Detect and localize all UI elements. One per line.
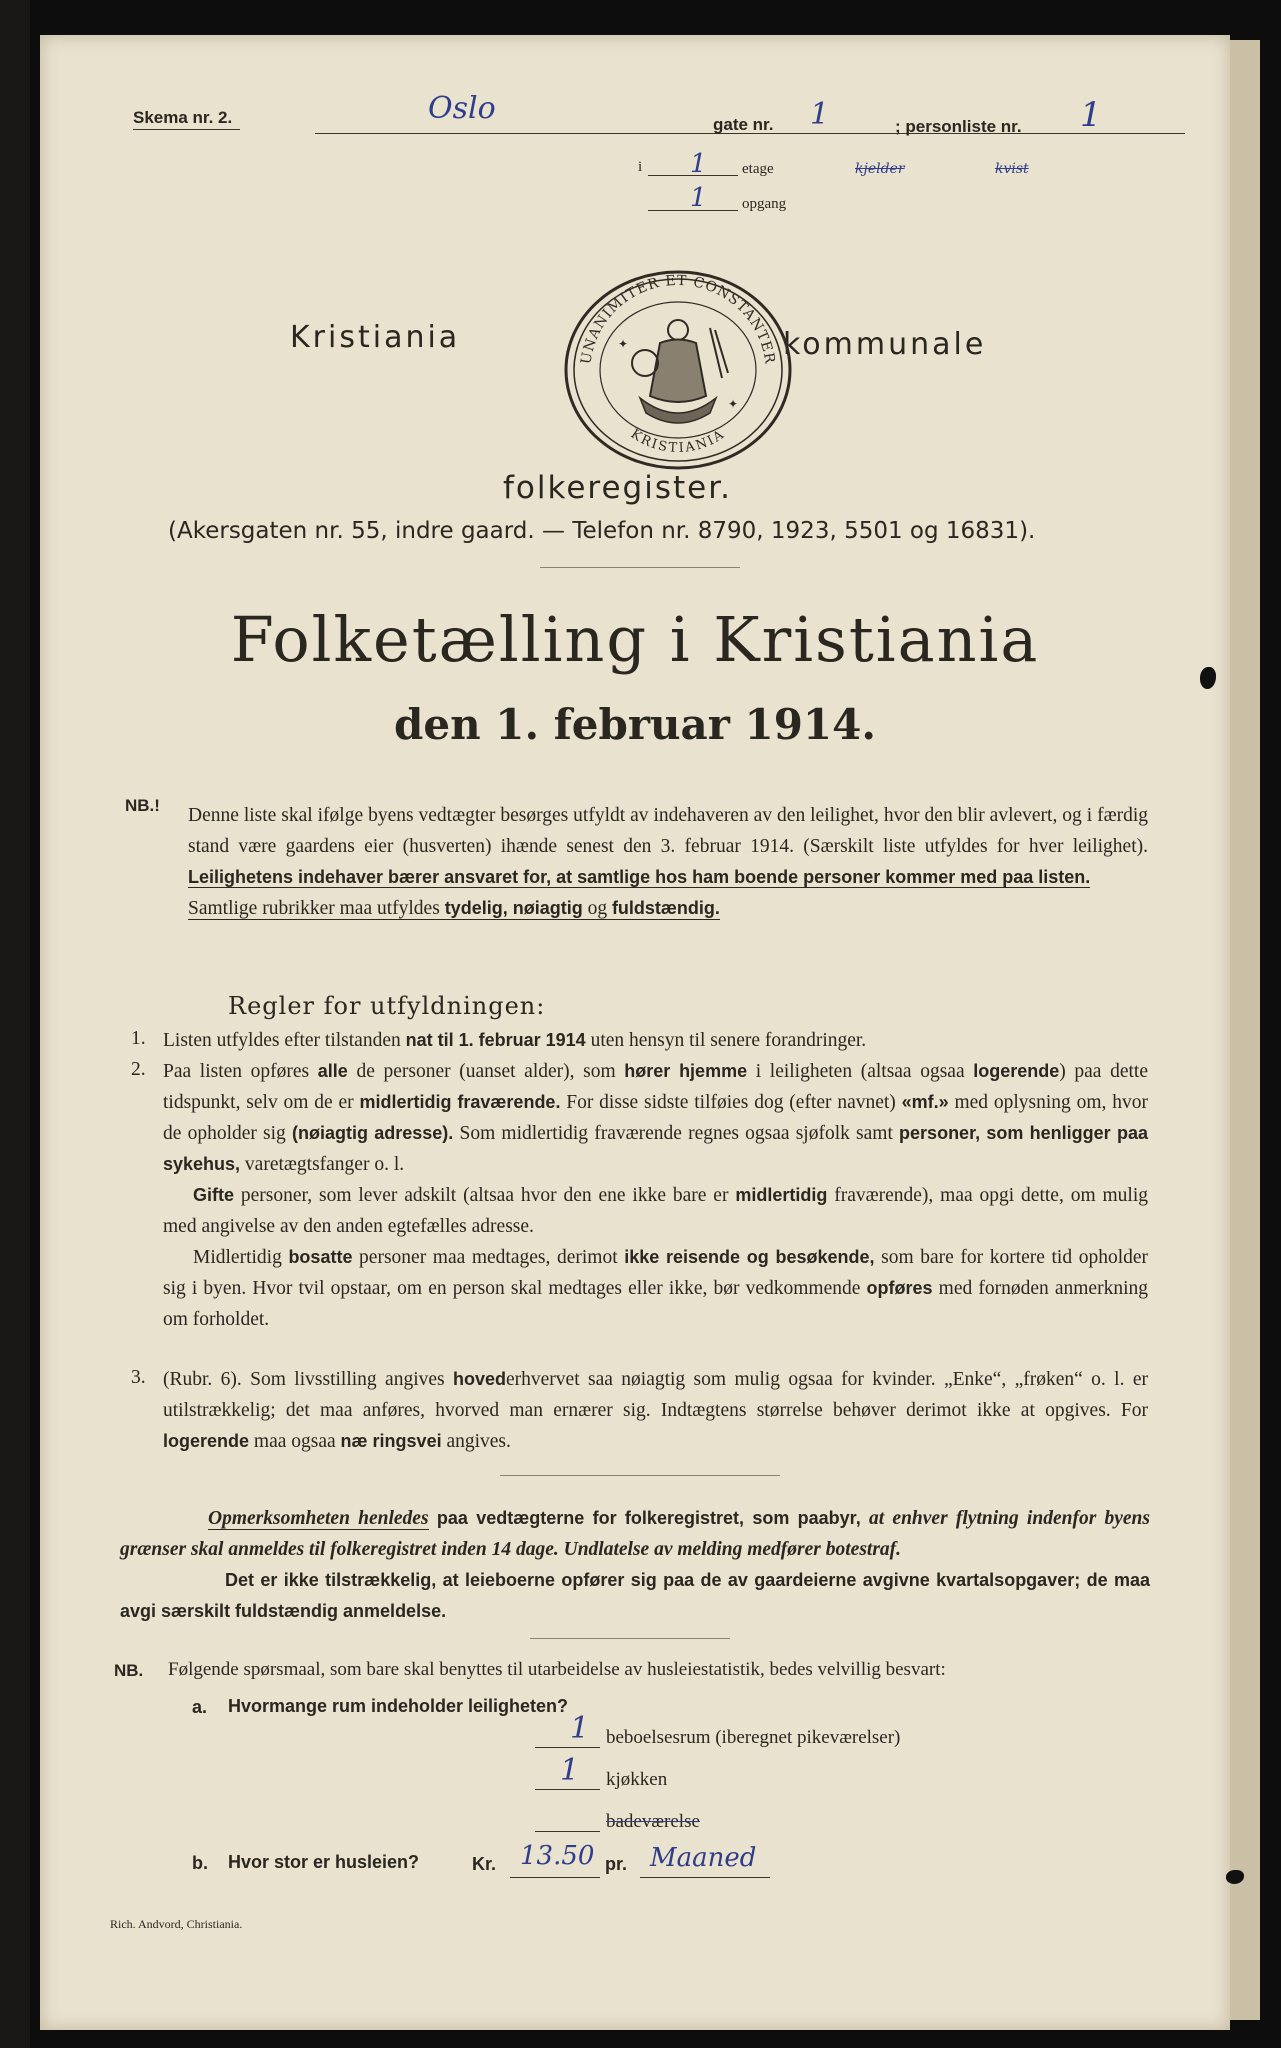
rent-period-handwritten: Maaned	[650, 1843, 757, 1873]
nb2-label: NB.	[114, 1661, 144, 1680]
census-form-page	[40, 35, 1230, 2030]
r2-t12: Som midlertidig fraværende regnes ogsaa sjøfolk samt	[453, 1123, 900, 1144]
notice-text: paa vedtægterne for folkeregistret, som paabyr,	[428, 1508, 870, 1528]
seal-city: KRISTIANIA	[627, 426, 729, 457]
r2-b7: midlertidig fraværende.	[359, 1092, 561, 1112]
kristiania-city-seal	[560, 268, 796, 471]
nb1-fuldstaendig: fuldstændig.	[611, 898, 720, 918]
question-a: Hvormange rum indeholder leiligheten?	[228, 1696, 569, 1716]
rule-1-number: 1.	[131, 1028, 146, 1049]
r3-t0: (Rubr. 6). Som livsstilling angives	[163, 1369, 453, 1390]
rooms-count-handwritten: 1	[570, 1711, 590, 1746]
rule-1-bold: nat til 1. februar 1914	[405, 1030, 586, 1050]
r2-t8: For disse sidste tilføies dog (efter navnet)	[560, 1092, 902, 1113]
opgang-label: opgang	[742, 196, 787, 212]
kitchen-label: kjøkken	[606, 1769, 668, 1790]
r2-b5: logerende	[973, 1061, 1060, 1081]
question-a-label: a.	[192, 1697, 208, 1717]
r2b-t1: personer, som lever adskilt (altsaa hvor den ene ikke bare er	[234, 1185, 736, 1206]
r2c-t2: personer maa medtages, derimot	[352, 1247, 625, 1268]
street-name-handwritten: Oslo	[428, 91, 496, 126]
divider-2	[500, 1475, 780, 1476]
nb1-samtlige	[188, 898, 720, 920]
schema-number: Skema nr. 2.	[133, 108, 233, 127]
svg-text:✦: ✦	[618, 337, 629, 351]
kr-label: Kr.	[472, 1854, 497, 1874]
r2c-t0: Midlertidig	[193, 1247, 289, 1268]
etage-handwritten: 1	[690, 149, 707, 179]
rooms-line	[535, 1747, 600, 1748]
printer-credit: Rich. Andvord, Christiania.	[110, 1917, 243, 1931]
notice-paragraph	[120, 1503, 1150, 1627]
rule-1-text-b: uten hensyn til senere forandringer.	[585, 1030, 867, 1051]
personliste-number-handwritten: 1	[1080, 95, 1102, 135]
rule-2	[163, 1056, 1148, 1335]
nb1-tydelig: tydelig, nøiagtig	[444, 898, 583, 918]
r3-t2: erhvervet saa nøiagtig som mulig ogsaa for kvinder. „Enke“, „frøken“ o. l. er utilstrækkelig; det maa anføres, hvorved man ernærer sig. Indtægtens størrelse behøver derimot ikke at opgives. For	[163, 1369, 1148, 1421]
bath-label-struck: badeværelse	[606, 1811, 700, 1832]
kristiania-label: Kristiania	[290, 320, 461, 355]
r2b-t3: fraværende), maa opgi dette, om mulig med angivelse av den anden egtefælles adresse.	[163, 1185, 1148, 1237]
i-label: i	[638, 159, 643, 175]
r2-t2: de personer (uanset alder), som	[347, 1061, 625, 1082]
r2b-b0: Gifte	[193, 1185, 235, 1205]
rules-heading: Regler for utfyldningen:	[228, 992, 546, 1020]
r2-t4: i leiligheten (altsaa ogsaa	[747, 1061, 974, 1082]
r2-t0: Paa listen opføres	[163, 1061, 318, 1082]
r2-b3: hører hjemme	[624, 1061, 748, 1081]
r2-b1: alle	[317, 1061, 348, 1081]
personliste-label: ; personliste nr.	[895, 117, 1022, 136]
nb1-bold-responsibility: Leilighetens indehaver bærer ansvaret for, at samtlige hos ham boende personer kommer med paa listen.	[188, 867, 1091, 887]
period-line	[640, 1877, 770, 1878]
office-address: (Akersgaten nr. 55, indre gaard. — Telefon nr. 8790, 1923, 5501 og 16831).	[168, 518, 1036, 544]
r2b-b2: midlertidig	[735, 1185, 828, 1205]
rule-2-number: 2.	[131, 1059, 146, 1080]
r2c-b5: opføres	[866, 1278, 933, 1298]
etage-label: etage	[742, 161, 774, 177]
nb1-text: Denne liste skal ifølge byens vedtægter besørges utfyldt av indehaveren av den leilighet, hvor den blir avlevert, og i færdig stand være gaardens eier (husverten) ihænde senest den 3. februar 1914. (Særskilt liste utfyldes for hver leilighet).	[188, 805, 1148, 857]
main-title: Folketælling i Kristiania	[230, 603, 1040, 676]
rule-1-text-a: Listen utfyldes efter tilstanden	[163, 1030, 406, 1051]
rule-3	[163, 1364, 1148, 1457]
notice-lead: Opmerksomheten henledes	[208, 1508, 429, 1529]
notice-bold: Det er ikke tilstrækkelig, at leieboerne opfører sig paa de av gaardeierne avgivne kvartalsopgaver; de maa avgi særskilt fuldstændig anmeldelse.	[120, 1570, 1150, 1621]
r2-t10: med oplysning om, hvor de opholder sig	[163, 1092, 1148, 1144]
rooms-label: beboelsesrum (iberegnet pikeværelser)	[606, 1727, 901, 1748]
r2c-t4: som bare for kortere tid opholder sig i byen. Hvor tvil opstaar, om en person skal medtages eller ikke, bør vedkommende	[163, 1247, 1149, 1299]
gate-number-handwritten: 1	[810, 97, 830, 132]
r2-b9: «mf.»	[901, 1092, 949, 1112]
nb1-text2: Samtlige rubrikker maa utfyldes	[188, 898, 440, 919]
r2-t6: ) paa dette tidspunkt, selv om de er	[163, 1061, 1148, 1113]
schema-underline	[133, 129, 240, 130]
r2c-b1: bosatte	[288, 1247, 353, 1267]
rent-amount-handwritten: 13.50	[520, 1841, 595, 1871]
r2-b11: (nøiagtig adresse).	[291, 1123, 454, 1143]
r2c-t6: med fornøden anmerkning om forholdet.	[163, 1278, 1149, 1330]
r2-b13: personer, som henligger paa sykehus,	[163, 1123, 1148, 1174]
kitchen-line	[535, 1789, 600, 1790]
opgang-handwritten: 1	[690, 183, 707, 213]
nb1-label: NB.!	[125, 796, 160, 815]
r3-b1: hoved	[452, 1369, 506, 1389]
r3-b3: logerende	[163, 1431, 250, 1451]
gate-label: gate nr.	[713, 115, 774, 134]
notice-italic: at enhver flytning indenfor byens grænser skal anmeldes til folkeregistret inden 14 dage. Undlatelse av melding medfører botestraf.	[120, 1508, 1150, 1560]
question-b: Hvor stor er husleien?	[228, 1852, 420, 1872]
r2c-b3: ikke reisende og besøkende,	[624, 1247, 875, 1267]
rent-line	[510, 1877, 600, 1878]
struck-kvist: kvist	[995, 161, 1029, 177]
question-b-label: b.	[192, 1853, 208, 1873]
folkeregister-label: folkeregister.	[503, 470, 732, 506]
r3-t4: maa ogsaa	[249, 1431, 341, 1452]
r2-t14: varetægtsfanger o. l.	[240, 1154, 405, 1175]
divider-1	[540, 567, 740, 568]
bath-line	[535, 1831, 600, 1832]
pr-label: pr.	[605, 1854, 628, 1874]
rule-3-number: 3.	[131, 1367, 146, 1388]
struck-kjelder: kjelder	[855, 161, 905, 177]
book-spine	[0, 0, 30, 2048]
seal-motto: UNANIMITER ET CONSTANTER	[578, 272, 778, 366]
nb1-og: og	[587, 898, 608, 919]
ink-blot	[1200, 667, 1216, 689]
kommunale-label: kommunale	[783, 327, 987, 362]
r3-b5: næ ringsvei	[340, 1431, 442, 1451]
nb2-text: Følgende spørsmaal, som bare skal benyttes til utarbeidelse av husleiestatistik, bedes velvillig besvart:	[168, 1659, 946, 1680]
nb1-paragraph	[188, 800, 1148, 924]
svg-text:✦: ✦	[728, 397, 739, 411]
rule-1	[163, 1025, 1148, 1056]
page-edge	[1230, 40, 1260, 2020]
kitchen-count-handwritten: 1	[560, 1753, 580, 1788]
divider-3	[530, 1638, 730, 1639]
r3-t6: angives.	[441, 1431, 511, 1452]
census-date: den 1. februar 1914.	[393, 700, 876, 749]
